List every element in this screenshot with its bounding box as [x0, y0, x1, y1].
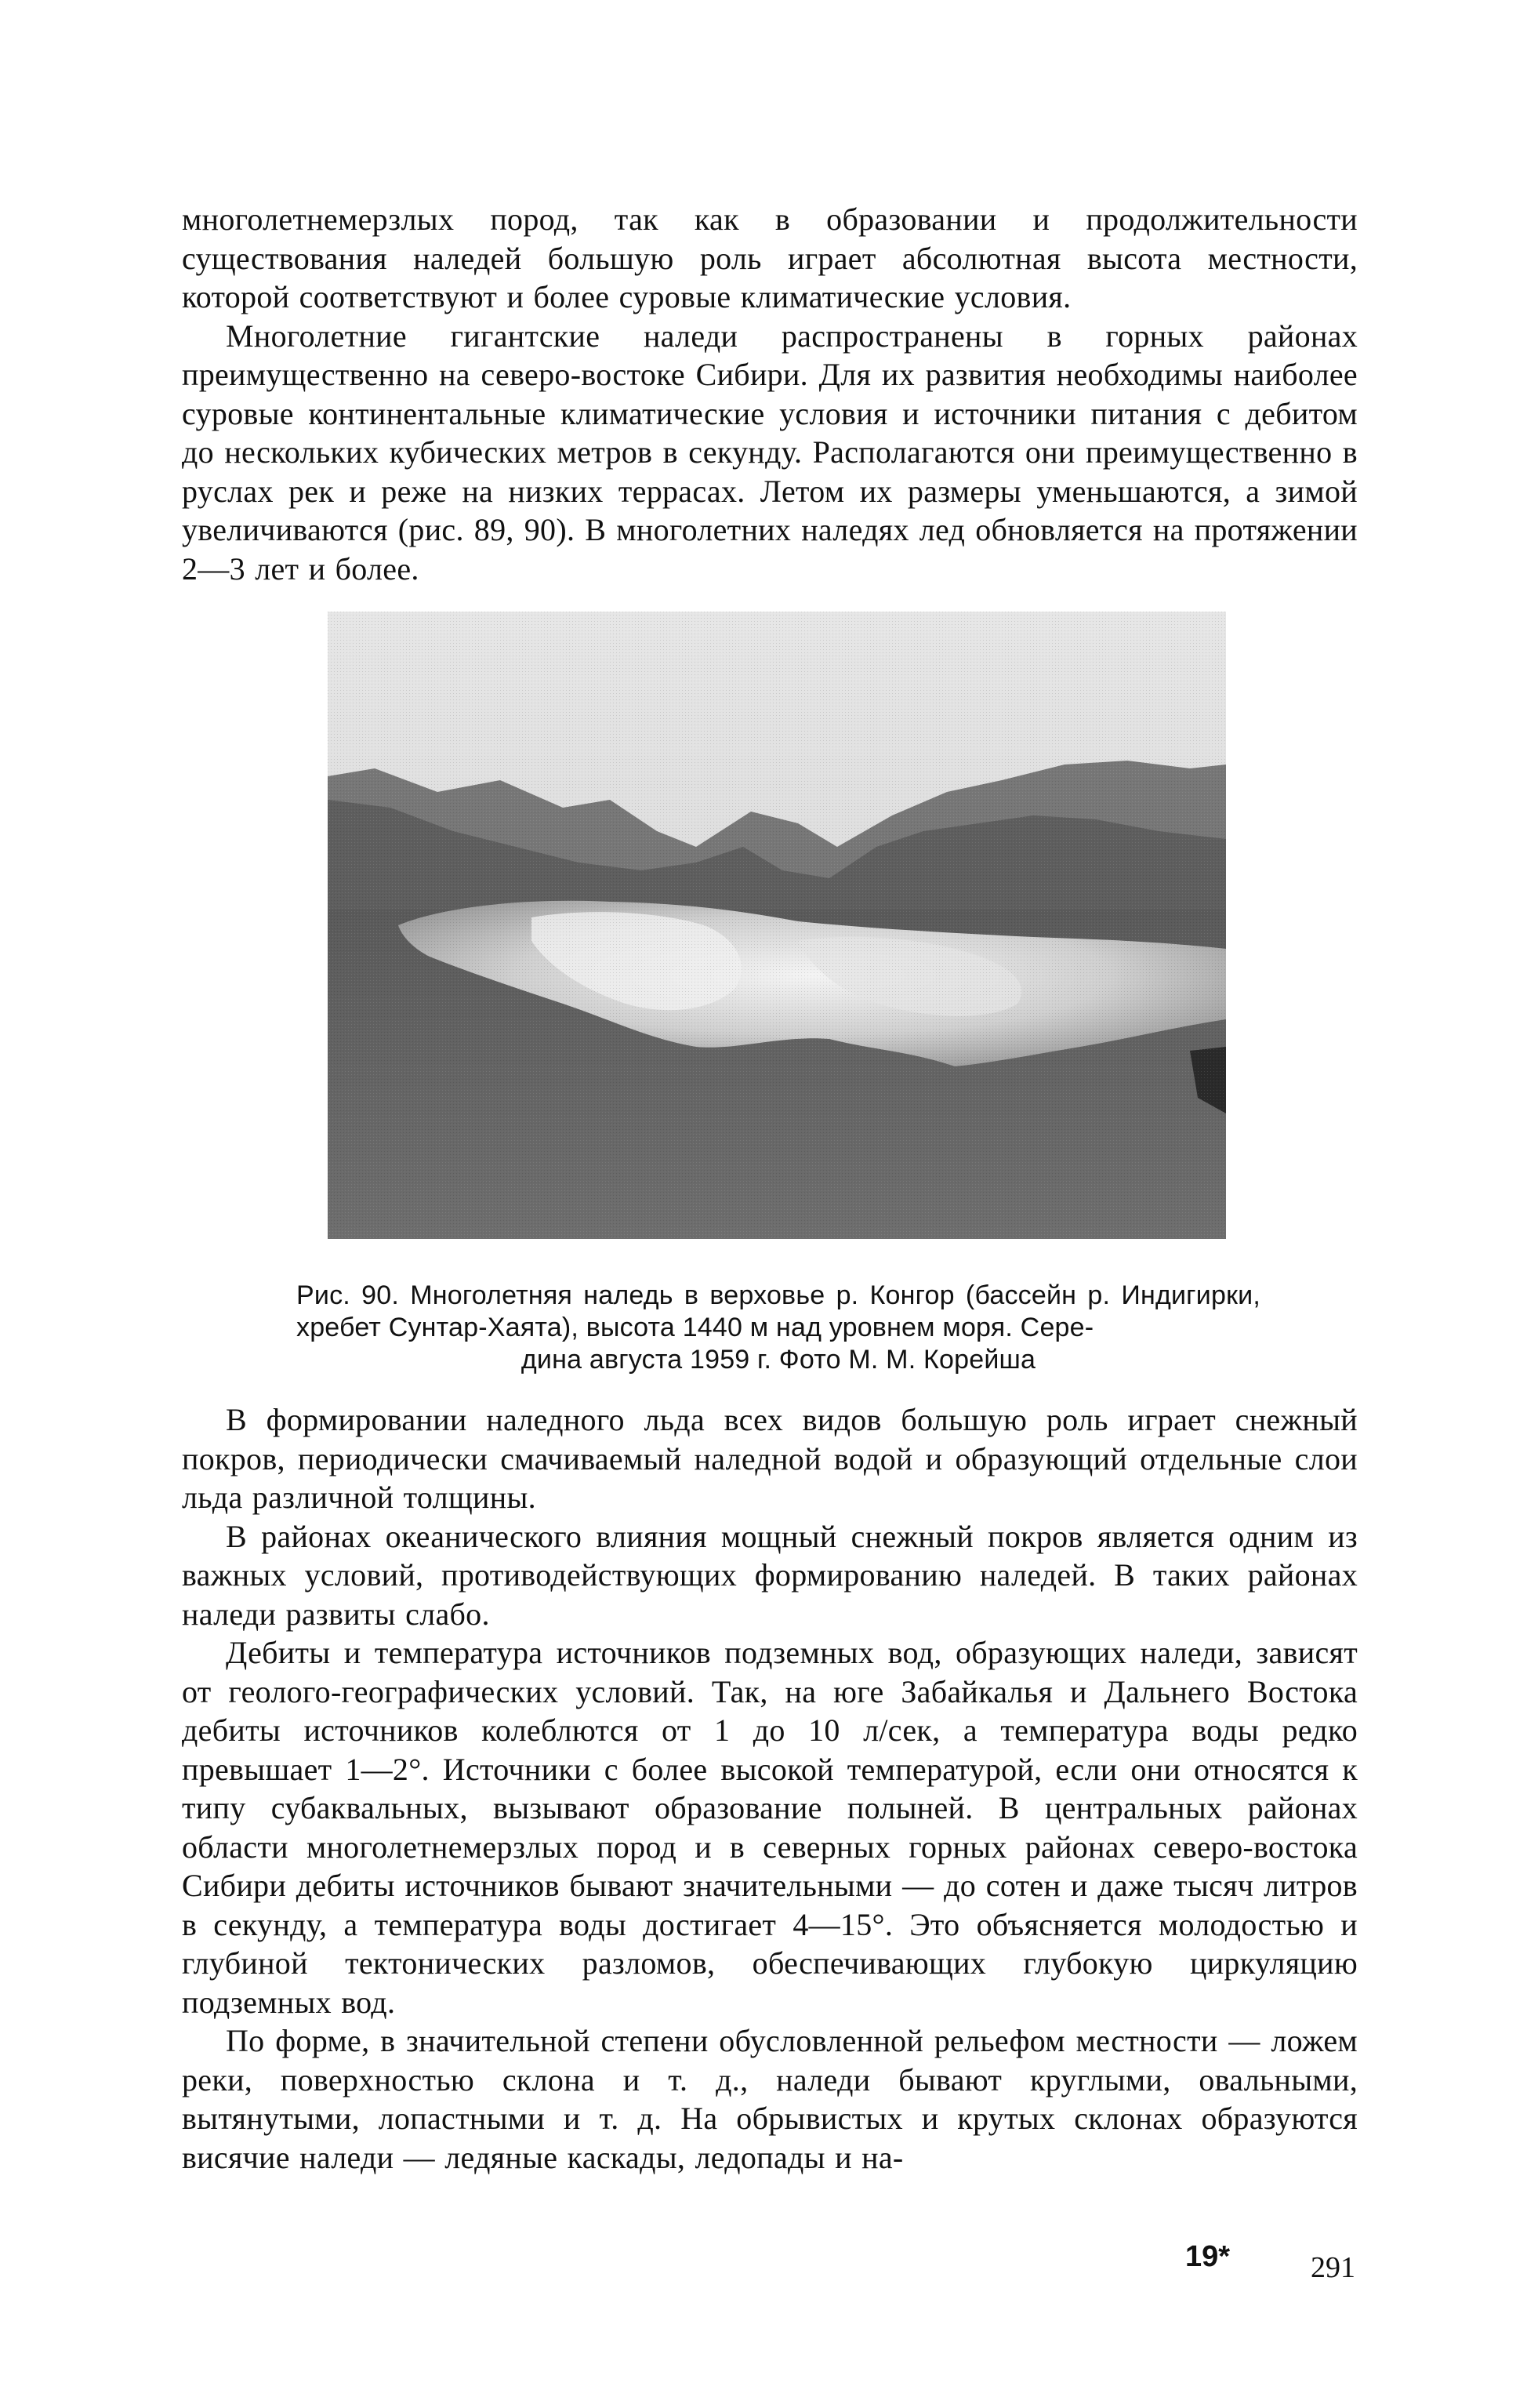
text-block-bottom	[182, 1400, 1358, 2177]
paragraph-giant-icings: Многолетние гигантские наледи распространены в горных районах преимущественно на северо-востоке Сибири. Для их развития необходимы наиболее суровые континентальные климатические условия и источники питания с дебитом до нескольких кубических метров в секунду. Располагаются они преимущественно в руслах рек и реже на низких террасах. Летом их размеры уменьшаются, а зимой увеличиваются (рис. 89, 90). В многолетних наледях лед обновляется на протяжении 2—3 лет и более.	[182, 318, 1358, 587]
paragraph-snow-cover: В формировании наледного льда всех видов большую роль играет снежный покров, периодически смачиваемый наледной водой и образующий отдельные слои льда различной толщины.	[182, 1402, 1358, 1515]
paragraph-icing-shape: По форме, в значительной степени обусловленной рельефом местности — ложем реки, поверхностью склона и т. д., наледи бывают круглыми, овальными, вытянутыми, лопастными и т. д. На обрывистых и крутых склонах образуются висячие наледи — ледяные каскады, ледопады и на-	[182, 2023, 1358, 2175]
figure-photo-icing	[328, 612, 1226, 1239]
text-block-top	[182, 200, 1358, 588]
signature-mark: 19*	[1185, 2240, 1231, 2273]
paragraph-spring-discharge: Дебиты и температура источников подземных вод, образующих наледи, зависят от геолого-географических условий. Так, на юге Забайкалья и Дальнего Востока дебиты источников колеблются от 1 до 10 л/сек, а температура воды редко превышает 1—2°. Источники с более высокой температурой, если они относятся к типу субаквальных, вызывают образование полыней. В центральных районах области многолетнемерзлых пород и в северных горных районах северо-востока Сибири дебиты источников бывают значительными — до сотен и даже тысяч литров в секунду, а температура воды достигает 4—15°. Это объясняется молодостью и глубиной тектонических разломов, обеспечивающих глубокую циркуляцию подземных вод.	[182, 1635, 1358, 2020]
photo-grain	[328, 612, 1226, 1239]
caption-main: Рис. 90. Многолетняя наледь в верховье р. Конгор (бассейн р. Индигирки, хребет Сунтар-Хаята), высота 1440 м над уровнем моря. Сере-	[296, 1280, 1260, 1342]
paragraph-oceanic-influence: В районах океанического влияния мощный снежный покров является одним из важных условий, противодействующих формированию наледей. В таких районах наледи развиты слабо.	[182, 1518, 1358, 1632]
caption-last-line: дина августа 1959 г. Фото М. М. Корейша	[520, 1345, 1036, 1375]
paragraph-continuation: многолетнемерзлых пород, так как в образовании и продолжительности существования наледей большую роль играет абсолютная высота местности, которой соответствуют и более суровые климатические условия.	[182, 202, 1358, 314]
figure-caption	[296, 1280, 1260, 1376]
page-number: 291	[1311, 2251, 1355, 2284]
